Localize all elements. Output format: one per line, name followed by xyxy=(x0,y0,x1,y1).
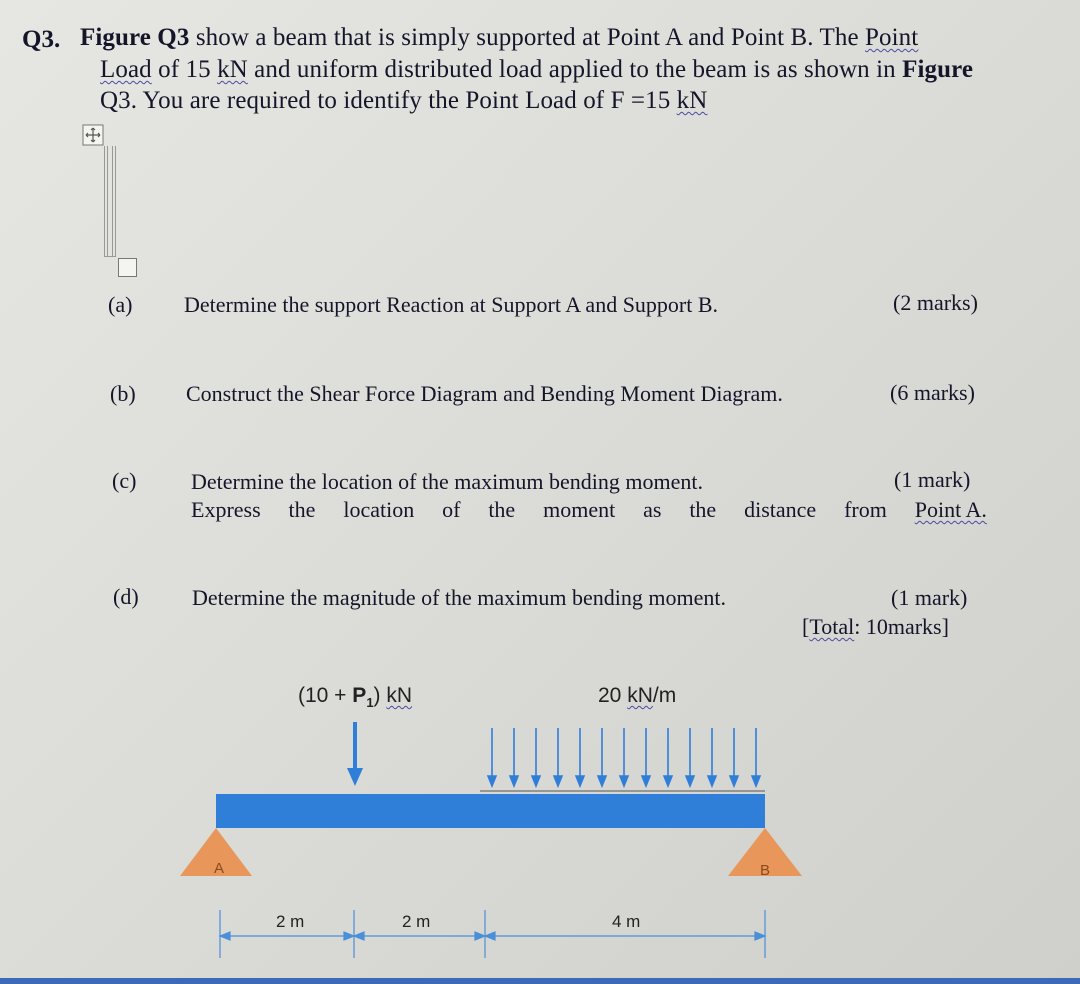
question-text-flagged: Load xyxy=(100,56,152,83)
support-a-label: A xyxy=(214,860,225,877)
word: from xyxy=(844,497,887,522)
question-text-flagged: kN xyxy=(217,56,248,83)
part-b-text: Construct the Shear Force Diagram and Bending Moment Diagram. xyxy=(186,381,783,406)
total-marks xyxy=(802,614,949,640)
question-text: Q3. You are required to identify the Point Load of F =15 xyxy=(100,87,677,114)
point-load-unit: kN xyxy=(386,684,413,707)
screen-edge-bar xyxy=(0,978,1080,984)
empty-table-column-inner xyxy=(107,146,113,256)
table-resize-handle[interactable] xyxy=(118,258,137,277)
word: location xyxy=(343,497,415,522)
part-b-label: (b) xyxy=(110,381,136,406)
part-c-text: Determine the location of the maximum bending moment. xyxy=(191,469,703,494)
word: Express xyxy=(191,497,261,522)
question-text-flagged: Point xyxy=(865,24,919,51)
part-c-text-line-2 xyxy=(191,497,987,523)
support-b-label: B xyxy=(760,862,771,879)
point-load-arrow-icon xyxy=(347,722,363,786)
word: distance xyxy=(744,497,817,522)
word: of xyxy=(442,497,461,522)
part-d-label: (d) xyxy=(113,584,139,609)
part-a-label: (a) xyxy=(108,292,133,317)
beam xyxy=(216,794,765,828)
beam-diagram xyxy=(0,700,1080,970)
part-c-label: (c) xyxy=(112,468,137,493)
udl-unit: kN xyxy=(627,684,653,707)
word: the xyxy=(689,497,717,522)
word-flagged: Point A. xyxy=(914,497,987,522)
dimension-label-1: 2 m xyxy=(276,912,305,931)
point-load-label-part: (10 + xyxy=(298,684,353,707)
question-text: show a beam that is simply supported at Point A and Point B. The xyxy=(189,24,866,51)
total-value: : 10marks] xyxy=(854,614,949,639)
word: the xyxy=(488,497,516,522)
question-line-1 xyxy=(80,24,918,52)
point-load-label-part: ) xyxy=(373,684,387,707)
total-word: Total xyxy=(809,614,855,639)
udl-arrows-icon xyxy=(488,728,760,786)
part-d-text: Determine the magnitude of the maximum bending moment. xyxy=(192,585,726,610)
question-line-3 xyxy=(100,87,707,115)
point-load-variable: P xyxy=(352,684,367,707)
part-d-marks: (1 mark) xyxy=(891,585,968,610)
figure-ref: Figure Q3 xyxy=(80,24,190,51)
part-a-marks: (2 marks) xyxy=(893,290,978,315)
question-text-flagged: kN xyxy=(676,87,708,114)
part-c-marks: (1 mark) xyxy=(894,467,971,492)
question-line-2 xyxy=(100,56,973,84)
question-number: Q3. xyxy=(22,26,61,53)
word: moment xyxy=(543,497,616,522)
word: as xyxy=(643,497,662,522)
udl-suffix: /m xyxy=(652,684,677,707)
question-text: of 15 xyxy=(151,56,218,83)
word: the xyxy=(288,497,316,522)
part-b-marks: (6 marks) xyxy=(890,380,975,405)
figure-ref: Figure xyxy=(902,56,974,83)
dimension-label-2: 2 m xyxy=(402,912,431,931)
udl-value: 20 xyxy=(598,684,628,707)
total-bracket: [ xyxy=(802,614,810,639)
point-load-subscript: 1 xyxy=(366,695,374,711)
part-a-text: Determine the support Reaction at Support A and Support B. xyxy=(184,292,719,317)
question-text: and uniform distributed load applied to the beam is as shown in xyxy=(247,56,903,83)
dimension-label-3: 4 m xyxy=(612,912,641,931)
table-move-handle-icon[interactable] xyxy=(82,124,106,148)
